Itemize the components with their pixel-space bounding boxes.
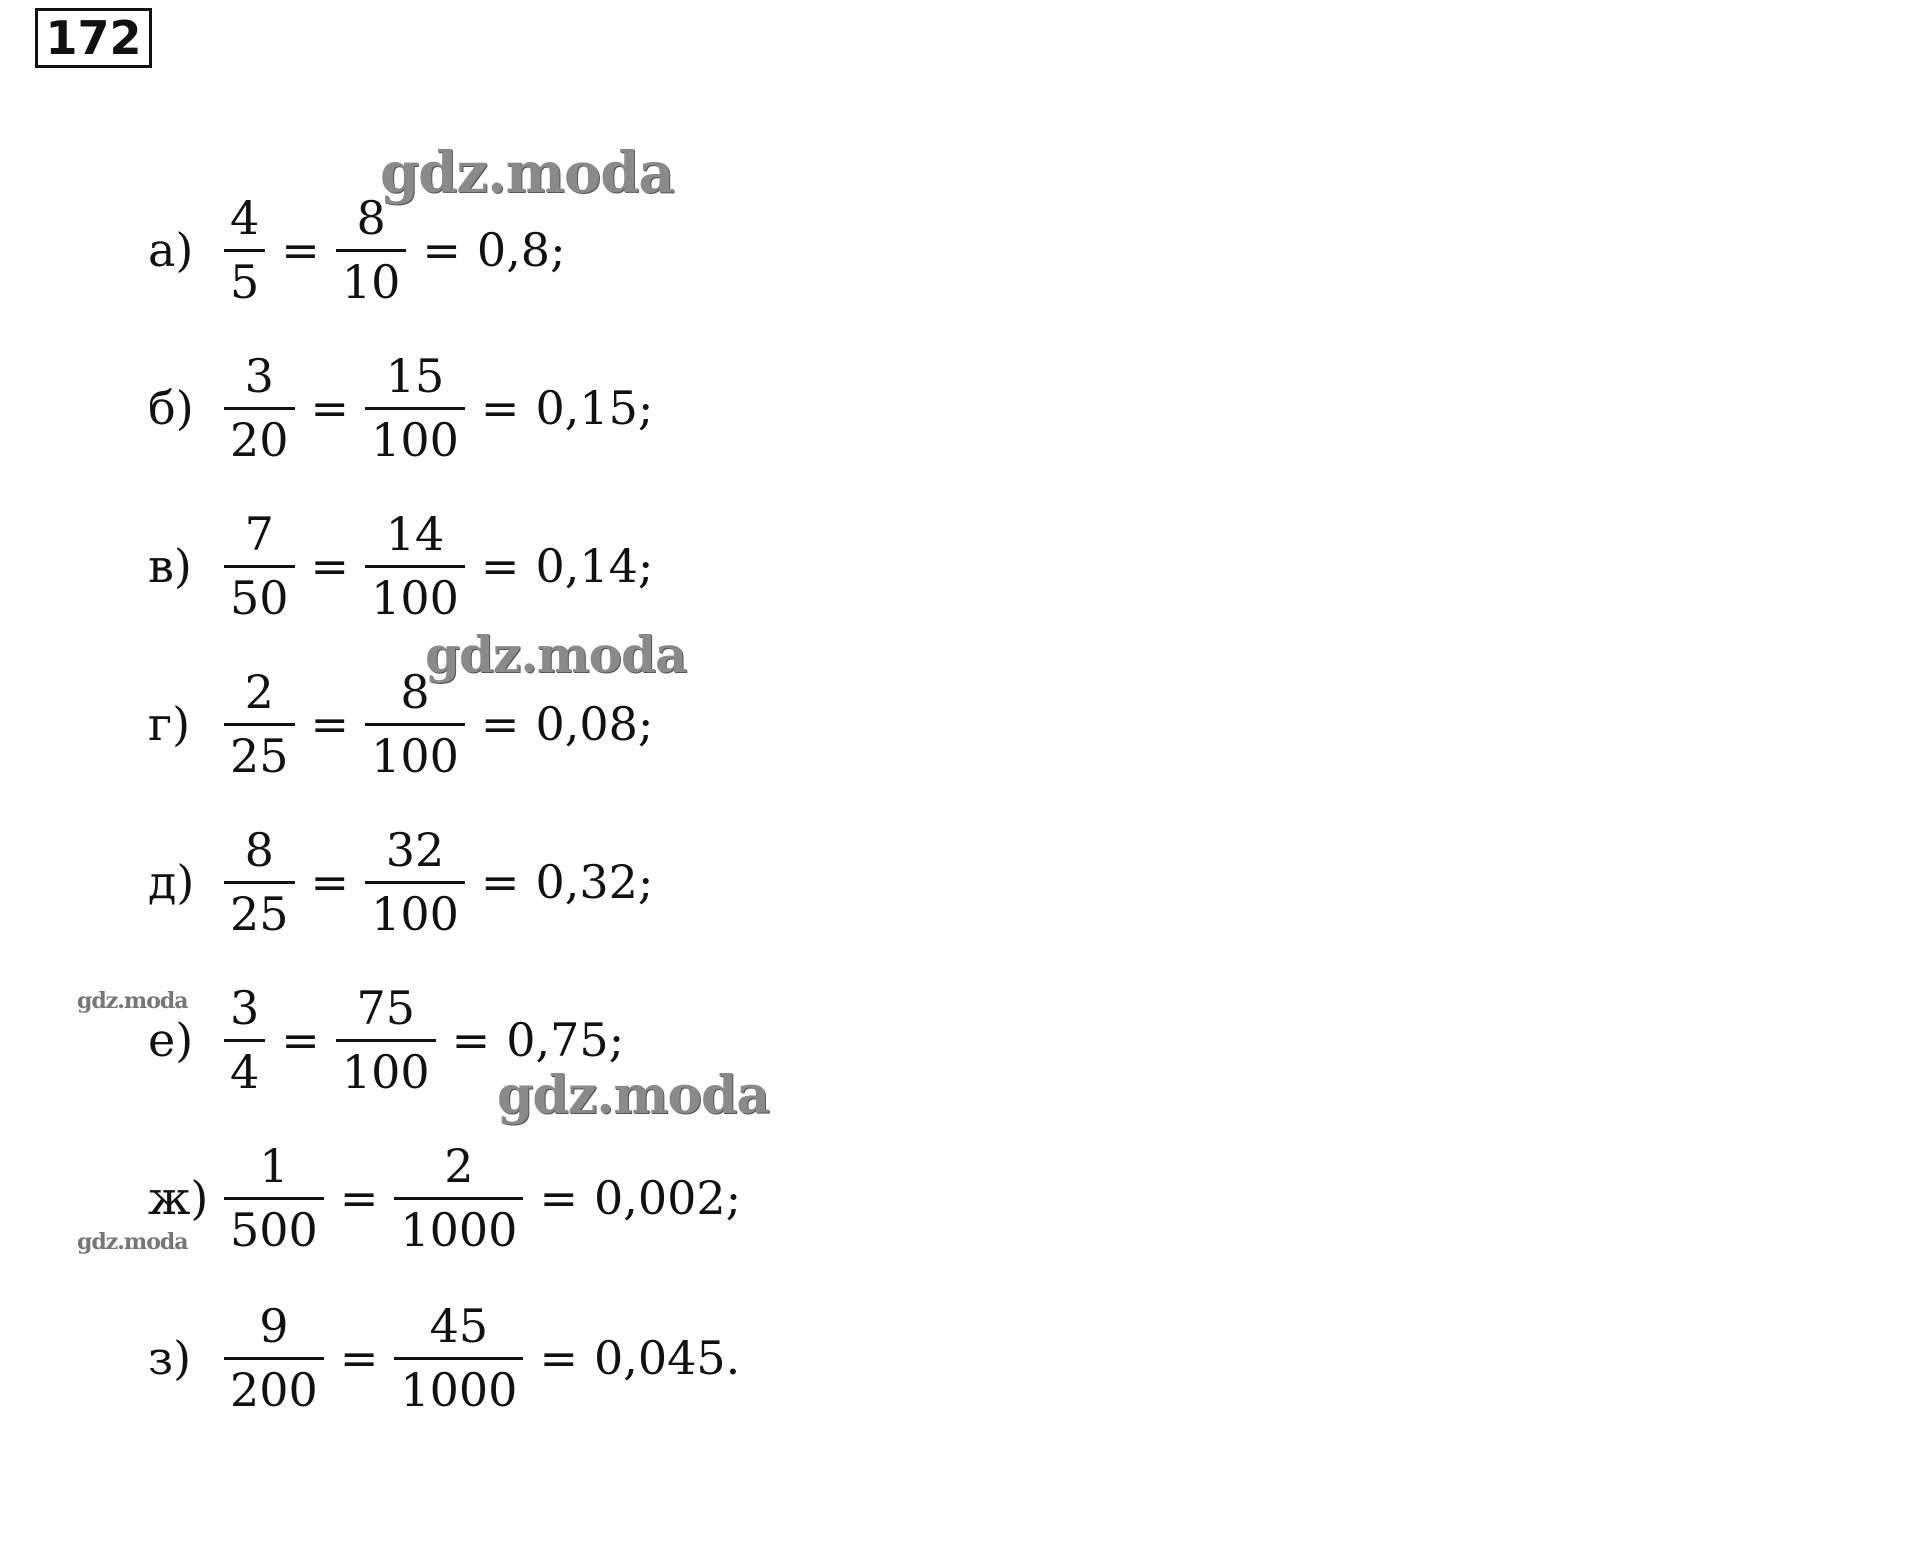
fraction-original [224, 824, 295, 941]
denominator: 10 [336, 249, 407, 309]
denominator: 1000 [394, 1357, 523, 1417]
numerator: 75 [356, 980, 415, 1035]
fraction-converted [365, 350, 465, 467]
denominator: 5 [224, 249, 265, 309]
fraction-converted [365, 824, 465, 941]
equation-label: в) [148, 539, 192, 593]
equals-sign: = [480, 697, 520, 751]
denominator: 100 [365, 565, 465, 625]
numerator: 45 [429, 1298, 489, 1353]
equation-z [148, 1288, 740, 1428]
equals-sign: = [310, 697, 350, 751]
denominator: 200 [224, 1357, 324, 1417]
watermark: gdz.moda [380, 140, 674, 206]
equals-sign: = [310, 381, 350, 435]
numerator: 3 [244, 348, 274, 403]
denominator: 25 [224, 723, 295, 783]
denominator: 100 [365, 723, 465, 783]
numerator: 32 [385, 822, 445, 877]
watermark: gdz.moda [497, 1065, 770, 1126]
equation-label: ж) [148, 1171, 209, 1225]
fraction-original [224, 1140, 324, 1257]
equals-sign: = [480, 539, 520, 593]
watermark: gdz.moda [77, 1229, 188, 1255]
fraction-original [224, 192, 265, 309]
task-number-box: 172 [35, 8, 152, 68]
decimal-result: 0,08; [535, 697, 654, 751]
equals-sign: = [539, 1171, 578, 1225]
fraction-original [224, 666, 295, 783]
equals-sign: = [422, 223, 461, 277]
numerator: 1 [259, 1138, 289, 1193]
fraction-converted [336, 982, 436, 1099]
equation-d [148, 812, 653, 952]
fraction-original [224, 1300, 324, 1417]
equals-sign: = [480, 855, 520, 909]
numerator: 8 [356, 190, 386, 245]
fraction-converted [336, 192, 407, 309]
decimal-result: 0,15; [535, 381, 654, 435]
denominator: 4 [224, 1039, 265, 1099]
equation-b [148, 338, 653, 478]
numerator: 14 [385, 506, 445, 561]
fraction-original [224, 508, 295, 625]
numerator: 4 [230, 190, 260, 245]
watermark: gdz.moda [77, 988, 188, 1014]
watermark: gdz.moda [425, 625, 687, 684]
equals-sign: = [310, 539, 350, 593]
equals-sign: = [339, 1331, 379, 1385]
equation-label: г) [148, 697, 191, 751]
decimal-result: 0,14; [535, 539, 654, 593]
decimal-result: 0,8; [476, 223, 566, 277]
numerator: 7 [244, 506, 274, 561]
fraction-converted [365, 508, 465, 625]
fraction-original [224, 982, 265, 1099]
numerator: 2 [244, 664, 274, 719]
numerator: 8 [244, 822, 274, 877]
fraction-original [224, 350, 295, 467]
equals-sign: = [310, 855, 350, 909]
decimal-result: 0,32; [535, 855, 654, 909]
equation-zh [148, 1128, 741, 1268]
denominator: 500 [224, 1197, 324, 1257]
decimal-result: 0,002; [593, 1171, 742, 1225]
denominator: 100 [336, 1039, 436, 1099]
equation-label: з) [148, 1331, 192, 1385]
equals-sign: = [451, 1013, 491, 1067]
fraction-converted [394, 1140, 523, 1257]
equals-sign: = [281, 223, 320, 277]
denominator: 100 [365, 407, 465, 467]
numerator: 3 [230, 980, 260, 1035]
decimal-result: 0,75; [506, 1013, 625, 1067]
denominator: 50 [224, 565, 295, 625]
equation-label: д) [148, 855, 195, 909]
denominator: 20 [224, 407, 295, 467]
denominator: 25 [224, 881, 295, 941]
equals-sign: = [480, 381, 520, 435]
fraction-converted [394, 1300, 523, 1417]
equals-sign: = [539, 1331, 578, 1385]
numerator: 9 [259, 1298, 289, 1353]
equation-v [148, 496, 653, 636]
equals-sign: = [281, 1013, 320, 1067]
numerator: 2 [444, 1138, 474, 1193]
numerator: 8 [400, 664, 430, 719]
denominator: 1000 [394, 1197, 523, 1257]
numerator: 15 [385, 348, 445, 403]
denominator: 100 [365, 881, 465, 941]
equation-label: а) [148, 223, 194, 277]
equals-sign: = [339, 1171, 379, 1225]
decimal-result: 0,045. [593, 1331, 741, 1385]
equation-label: е) [148, 1013, 194, 1067]
equation-label: б) [148, 381, 194, 435]
